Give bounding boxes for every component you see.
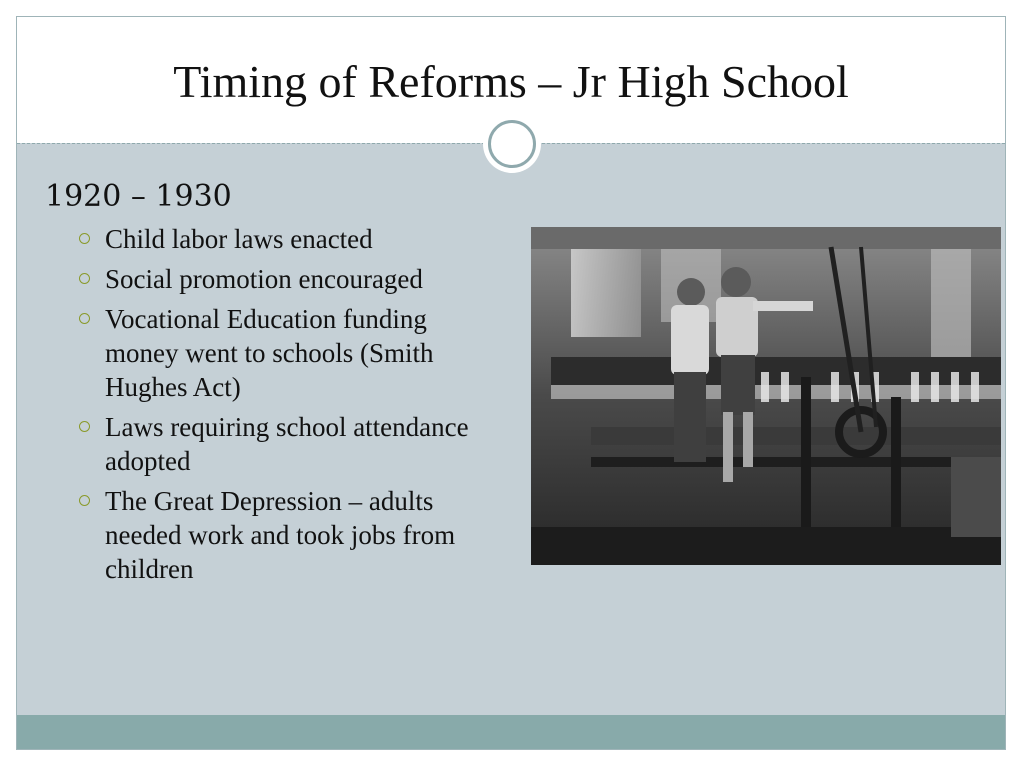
bullet-circle-icon [79,273,90,284]
bullet-text: The Great Depression – adults needed work and took jobs from children [105,486,456,584]
list-item [75,302,485,404]
circle-ornament-icon [483,115,541,173]
footer-band [17,715,1005,749]
bullet-circle-icon [79,313,90,324]
bullet-text: Laws requiring school attendance adopted [105,412,469,476]
bullet-circle-icon [79,495,90,506]
bullet-text: Child labor laws enacted [105,224,373,254]
bullet-list [45,222,485,586]
slide-title: Timing of Reforms – Jr High School [173,56,849,107]
mill-photo-image [531,227,1001,565]
list-item [75,262,485,296]
bullet-text: Vocational Education funding money went to schools (Smith Hughes Act) [105,304,434,402]
list-item [75,410,485,478]
slide [16,16,1006,750]
bullet-text: Social promotion encouraged [105,264,423,294]
bullet-circle-icon [79,233,90,244]
bullet-circle-icon [79,421,90,432]
list-item [75,222,485,256]
content-area [45,179,485,592]
date-range-heading: 1920 – 1930 [45,179,232,214]
list-item [75,484,485,586]
